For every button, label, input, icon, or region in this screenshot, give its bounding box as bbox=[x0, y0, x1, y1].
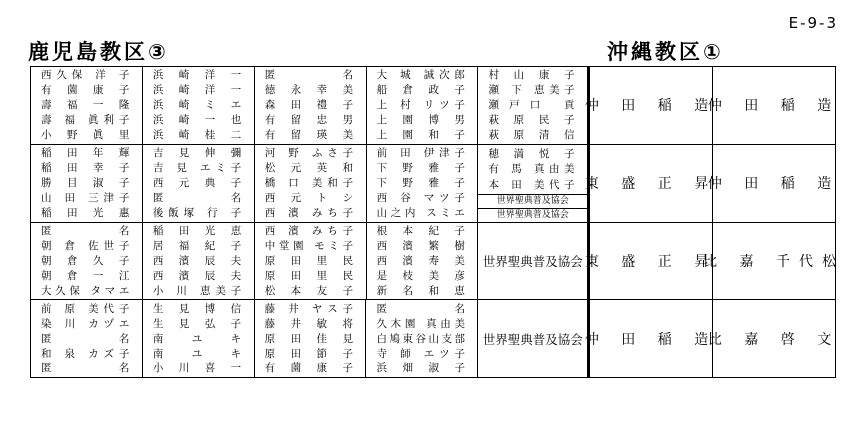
donor-name: 西 谷 マツ子 bbox=[376, 192, 468, 205]
donor-name: 浜 畑 淑 子 bbox=[376, 362, 468, 375]
donor-name: 西 濱 みち子 bbox=[264, 206, 356, 219]
sponsor-name: 仲 田 稲 造 bbox=[707, 176, 841, 193]
name-column bbox=[143, 300, 255, 377]
donor-name: 小 野 眞 里 bbox=[41, 129, 132, 142]
donor-name: 浜 崎 ミ エ bbox=[152, 99, 244, 112]
donor-name: 前 田 伊津子 bbox=[376, 147, 468, 160]
donor-name: 藤 井 敏 将 bbox=[264, 317, 356, 330]
donor-name: 壽 福 一 隆 bbox=[41, 99, 132, 112]
donor-name: 瀬戸口 貢 bbox=[488, 99, 578, 112]
district-title-kagoshima: 鹿児島教区③ bbox=[28, 40, 169, 64]
donor-name: 原 田 里 民 bbox=[264, 269, 356, 282]
donor-table bbox=[30, 66, 845, 378]
donor-name: 上 村 リツ子 bbox=[376, 99, 468, 112]
donor-name: 西 濱 辰 夫 bbox=[152, 269, 244, 282]
donor-name: 生 見 博 信 bbox=[152, 302, 244, 315]
donor-name: 和 泉 カズ子 bbox=[41, 347, 132, 360]
name-column bbox=[143, 223, 255, 300]
donor-name: 寺 師 エツ子 bbox=[376, 347, 468, 360]
name-column bbox=[367, 223, 479, 300]
donor-name: 原 田 佳 見 bbox=[264, 332, 356, 345]
donor-name: 朝 倉 佐世子 bbox=[41, 239, 132, 252]
donor-name: 久木園 真由美 bbox=[376, 317, 468, 330]
donor-name: 有 薗 康 子 bbox=[41, 84, 132, 97]
donor-name: 西 濱 繁 樹 bbox=[376, 239, 468, 252]
donor-name: 壽 福 眞利子 bbox=[41, 114, 132, 127]
donor-name: 有 留 瑛 美 bbox=[264, 129, 356, 142]
name-column bbox=[255, 67, 367, 144]
sponsor-name: 比 嘉 啓 文 bbox=[707, 331, 841, 348]
donor-name: 浜 崎 洋 一 bbox=[152, 84, 244, 97]
donor-name: 匿 名 bbox=[41, 224, 132, 237]
table-row-block bbox=[31, 222, 845, 300]
donor-name: 河 野 ふさ子 bbox=[264, 147, 356, 160]
donor-name: 原 田 節 子 bbox=[264, 347, 356, 360]
donor-name: 山 田 三津子 bbox=[41, 192, 132, 205]
donor-name: 稲 田 光 惠 bbox=[41, 206, 132, 219]
organization-name: 世界聖典普及協会 bbox=[482, 253, 583, 269]
donor-name: 山之内 スミエ bbox=[376, 206, 468, 219]
donor-name: 南 ユ キ bbox=[152, 332, 244, 345]
donor-name: 西 元 典 子 bbox=[152, 177, 244, 190]
name-column bbox=[31, 300, 143, 377]
name-column-5 bbox=[478, 67, 590, 144]
donor-name: 森 田 禮 子 bbox=[264, 99, 356, 112]
donor-name: 吉 見 伸 彌 bbox=[152, 147, 244, 160]
donor-name: 有 馬 真由美 bbox=[488, 163, 578, 176]
donor-name: 萩 原 清 信 bbox=[488, 129, 578, 142]
donor-name: 西 濱 寿 美 bbox=[376, 254, 468, 267]
donor-name: 生 見 弘 子 bbox=[152, 317, 244, 330]
donor-name: 後飯塚 行 子 bbox=[152, 206, 244, 219]
organization-name: 世界聖典普及協会 bbox=[478, 208, 587, 222]
donor-name: 西 濱 辰 夫 bbox=[152, 254, 244, 267]
sponsor-name: 仲 田 稲 造 bbox=[707, 98, 841, 115]
donor-name: 原 田 里 民 bbox=[264, 254, 356, 267]
donor-name: 朝 倉 久 子 bbox=[41, 254, 132, 267]
donor-name: 松 元 英 和 bbox=[264, 162, 356, 175]
sponsor-name: 仲 田 稲 造 bbox=[590, 300, 713, 377]
donor-name: 稲 田 年 輝 bbox=[41, 147, 132, 160]
donor-name: 大 城 誠次郎 bbox=[376, 69, 468, 82]
sponsor-name: 比 嘉 千代松 bbox=[703, 253, 845, 270]
donor-name: 大久保 タマエ bbox=[41, 284, 132, 297]
donor-name: 白鳩東谷山支部 bbox=[376, 332, 468, 345]
donor-name: 前 原 美代子 bbox=[41, 302, 132, 315]
donor-name: 居 福 紀 子 bbox=[152, 239, 244, 252]
name-column bbox=[31, 223, 143, 300]
donor-name: 西 元 ト シ bbox=[264, 192, 356, 205]
donor-name: 小 川 恵美子 bbox=[152, 284, 244, 297]
sponsor-name: 東 盛 正 昇 bbox=[590, 145, 713, 222]
donor-name: 小 川 喜 一 bbox=[152, 362, 244, 375]
name-column-5 bbox=[478, 300, 590, 377]
donor-name: 船 倉 政 子 bbox=[376, 84, 468, 97]
name-column bbox=[255, 145, 367, 222]
name-column-5 bbox=[478, 223, 590, 300]
donor-name: 藤 井 ヤス子 bbox=[264, 302, 356, 315]
name-column bbox=[367, 145, 479, 222]
name-column bbox=[31, 145, 143, 222]
name-column bbox=[143, 67, 255, 144]
donor-name: 稲 田 光 恵 bbox=[152, 224, 244, 237]
donor-name: 匿 名 bbox=[264, 69, 356, 82]
donor-name: 浜 崎 洋 一 bbox=[152, 69, 244, 82]
donor-name: 橋 口 美和子 bbox=[264, 177, 356, 190]
donor-name: 匿 名 bbox=[152, 192, 244, 205]
donor-name: 中堂園 モミ子 bbox=[264, 239, 356, 252]
donor-name: 下 野 雅 子 bbox=[376, 162, 468, 175]
donor-name: 匿 名 bbox=[41, 332, 132, 345]
sponsor-name: 東 盛 正 昇 bbox=[590, 223, 713, 300]
sponsor-name: 仲 田 稲 造 bbox=[590, 67, 713, 144]
donor-name: 根 本 紀 子 bbox=[376, 224, 468, 237]
name-column bbox=[367, 67, 479, 144]
donor-name: 新 名 和 恵 bbox=[376, 284, 468, 297]
name-column bbox=[255, 300, 367, 377]
donor-name: 西 濱 みち子 bbox=[264, 224, 356, 237]
donor-name: 浜 崎 一 也 bbox=[152, 114, 244, 127]
name-column-5 bbox=[478, 145, 590, 222]
table-row-block bbox=[31, 144, 841, 222]
donor-name: 本 田 美代子 bbox=[488, 178, 578, 191]
table-row-block bbox=[31, 299, 841, 377]
donor-name: 西久保 洋 子 bbox=[41, 69, 132, 82]
donor-name: 朝 倉 一 江 bbox=[41, 269, 132, 282]
name-column bbox=[31, 67, 143, 144]
table-row-block bbox=[31, 67, 841, 144]
donor-name: 有 薗 康 子 bbox=[264, 362, 356, 375]
donor-name: 匿 名 bbox=[376, 302, 468, 315]
donor-name: 松 本 友 子 bbox=[264, 284, 356, 297]
donor-name: 萩 原 民 子 bbox=[488, 114, 578, 127]
donor-name: 村 山 康 子 bbox=[488, 69, 578, 82]
page-code: E-9-3 bbox=[788, 14, 838, 32]
donor-name: 匿 名 bbox=[41, 362, 132, 375]
donor-name: 稲 田 幸 子 bbox=[41, 162, 132, 175]
donor-name: 染 川 カヅエ bbox=[41, 317, 132, 330]
name-column bbox=[255, 223, 367, 300]
donor-name: 下 野 雅 子 bbox=[376, 177, 468, 190]
donor-name: 瀬 下 恵美子 bbox=[488, 84, 578, 97]
donor-name: 有 留 忠 男 bbox=[264, 114, 356, 127]
name-column bbox=[143, 145, 255, 222]
donor-name: 勝 目 淑 子 bbox=[41, 177, 132, 190]
donor-name: 穂 満 悦 子 bbox=[488, 147, 578, 160]
name-column bbox=[366, 300, 478, 377]
donor-name: 是 枝 美 彦 bbox=[376, 269, 468, 282]
district-title-okinawa: 沖縄教区① bbox=[607, 40, 724, 64]
donor-name: 上 園 博 男 bbox=[376, 114, 468, 127]
donor-name: 上 園 和 子 bbox=[376, 129, 468, 142]
donor-name: 南 ユ キ bbox=[152, 347, 244, 360]
donor-name: 徳 永 幸 美 bbox=[264, 84, 356, 97]
organization-name: 世界聖典普及協会 bbox=[496, 195, 569, 206]
donor-name: 吉 見 エミ子 bbox=[152, 162, 244, 175]
organization-name: 世界聖典普及協会 bbox=[482, 331, 583, 347]
donor-name: 浜 崎 桂 二 bbox=[152, 129, 244, 142]
